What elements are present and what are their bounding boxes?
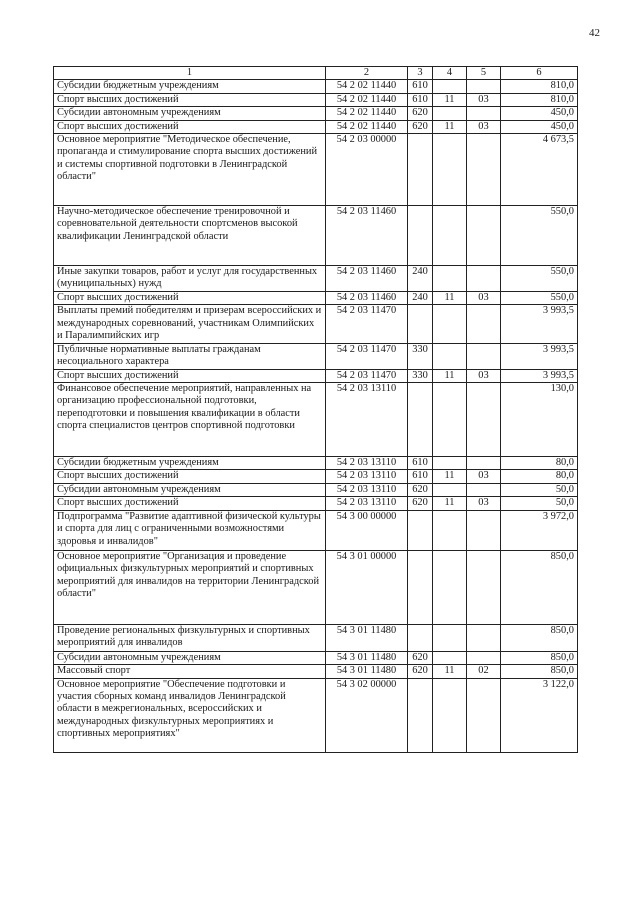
section-cell: 11	[433, 292, 467, 305]
amount-cell: 130,0	[501, 383, 578, 457]
amount-cell: 3 993,5	[501, 343, 578, 369]
expense-type-cell: 610	[408, 93, 433, 106]
table-row	[54, 483, 578, 496]
item-name-cell: Субсидии автономным учреждениям	[54, 651, 326, 664]
header-col-1: 1	[54, 67, 326, 80]
target-code-cell: 54 2 02 11440	[326, 107, 408, 120]
expense-type-cell	[408, 383, 433, 457]
expense-type-cell	[408, 550, 433, 624]
table-row	[54, 120, 578, 133]
table-row	[54, 369, 578, 382]
item-name-cell: Публичные нормативные выплаты гражданам несоциального характера	[54, 343, 326, 369]
expense-type-cell: 620	[408, 120, 433, 133]
item-name-cell: Спорт высших достижений	[54, 470, 326, 483]
section-cell	[433, 624, 467, 651]
expense-type-cell: 330	[408, 343, 433, 369]
target-code-cell: 54 3 01 11480	[326, 624, 408, 651]
section-cell	[433, 483, 467, 496]
item-name-cell: Подпрограмма "Развитие адаптивной физической культуры и спорта для лиц с ограниченными возможностями здоровья и инвалидов"	[54, 510, 326, 550]
table-row	[54, 470, 578, 483]
expense-type-cell: 620	[408, 107, 433, 120]
item-name-cell: Спорт высших достижений	[54, 93, 326, 106]
section-cell	[433, 80, 467, 93]
section-cell: 11	[433, 470, 467, 483]
section-cell: 11	[433, 497, 467, 510]
expense-type-cell: 610	[408, 457, 433, 470]
expense-type-cell	[408, 305, 433, 343]
amount-cell: 550,0	[501, 292, 578, 305]
item-name-cell: Основное мероприятие "Обеспечение подготовки и участия сборных команд инвалидов Ленинградской области в межрегиональных, всероссийских и международных физкультурных мероприятиях и спортивных мероприятиях"	[54, 678, 326, 752]
target-code-cell: 54 2 03 13110	[326, 470, 408, 483]
target-code-cell: 54 3 01 11480	[326, 651, 408, 664]
item-name-cell: Выплаты премий победителям и призерам всероссийских и международных соревнований, участникам Олимпийских и Паралимпийских игр	[54, 305, 326, 343]
section-cell: 11	[433, 93, 467, 106]
table-row	[54, 383, 578, 457]
table-row	[54, 497, 578, 510]
table-row	[54, 93, 578, 106]
expense-type-cell: 610	[408, 80, 433, 93]
amount-cell: 450,0	[501, 107, 578, 120]
expense-type-cell	[408, 206, 433, 266]
table-row	[54, 107, 578, 120]
table-row	[54, 343, 578, 369]
amount-cell: 850,0	[501, 550, 578, 624]
subsection-cell	[467, 510, 501, 550]
target-code-cell: 54 2 03 11470	[326, 369, 408, 382]
amount-cell: 3 972,0	[501, 510, 578, 550]
table-row	[54, 266, 578, 292]
item-name-cell: Спорт высших достижений	[54, 120, 326, 133]
table-row	[54, 665, 578, 678]
page-number: 42	[589, 27, 600, 39]
target-code-cell: 54 3 01 11480	[326, 665, 408, 678]
section-cell	[433, 457, 467, 470]
target-code-cell: 54 3 01 00000	[326, 550, 408, 624]
table-row	[54, 678, 578, 752]
amount-cell: 850,0	[501, 624, 578, 651]
amount-cell: 550,0	[501, 266, 578, 292]
section-cell	[433, 550, 467, 624]
table-row	[54, 457, 578, 470]
amount-cell: 80,0	[501, 457, 578, 470]
section-cell: 11	[433, 120, 467, 133]
subsection-cell	[467, 651, 501, 664]
item-name-cell: Научно-методическое обеспечение тренировочной и соревновательной деятельности спортсменов высокой квалификации Ленинградской области	[54, 206, 326, 266]
table-header-row	[54, 67, 578, 80]
subsection-cell	[467, 457, 501, 470]
expense-type-cell: 330	[408, 369, 433, 382]
table-row	[54, 134, 578, 206]
item-name-cell: Субсидии бюджетным учреждениям	[54, 457, 326, 470]
expense-type-cell: 620	[408, 665, 433, 678]
table-row	[54, 510, 578, 550]
expense-type-cell: 610	[408, 470, 433, 483]
header-col-3: 3	[408, 67, 433, 80]
expense-type-cell: 620	[408, 497, 433, 510]
expense-type-cell	[408, 624, 433, 651]
section-cell	[433, 107, 467, 120]
amount-cell: 50,0	[501, 497, 578, 510]
header-col-2: 2	[326, 67, 408, 80]
section-cell	[433, 510, 467, 550]
target-code-cell: 54 2 03 11470	[326, 305, 408, 343]
section-cell	[433, 305, 467, 343]
amount-cell: 850,0	[501, 665, 578, 678]
subsection-cell: 02	[467, 665, 501, 678]
subsection-cell: 03	[467, 497, 501, 510]
target-code-cell: 54 2 02 11440	[326, 80, 408, 93]
target-code-cell: 54 3 02 00000	[326, 678, 408, 752]
amount-cell: 3 993,5	[501, 369, 578, 382]
target-code-cell: 54 2 03 13110	[326, 497, 408, 510]
target-code-cell: 54 2 03 11460	[326, 292, 408, 305]
item-name-cell: Основное мероприятие "Методическое обеспечение, пропаганда и стимулирование спорта высших достижений и системы спортивной подготовки в Ленинградской области"	[54, 134, 326, 206]
section-cell	[433, 206, 467, 266]
target-code-cell: 54 2 02 11440	[326, 93, 408, 106]
subsection-cell	[467, 483, 501, 496]
section-cell	[433, 134, 467, 206]
target-code-cell: 54 2 03 11460	[326, 266, 408, 292]
subsection-cell	[467, 134, 501, 206]
section-cell	[433, 343, 467, 369]
amount-cell: 850,0	[501, 651, 578, 664]
section-cell	[433, 383, 467, 457]
target-code-cell: 54 2 03 00000	[326, 134, 408, 206]
subsection-cell	[467, 80, 501, 93]
target-code-cell: 54 2 03 13110	[326, 483, 408, 496]
section-cell: 11	[433, 665, 467, 678]
expense-type-cell: 620	[408, 483, 433, 496]
target-code-cell: 54 2 03 13110	[326, 383, 408, 457]
subsection-cell	[467, 266, 501, 292]
item-name-cell: Спорт высших достижений	[54, 497, 326, 510]
expense-type-cell	[408, 678, 433, 752]
table-row	[54, 206, 578, 266]
table-row	[54, 624, 578, 651]
expense-type-cell	[408, 134, 433, 206]
subsection-cell: 03	[467, 120, 501, 133]
amount-cell: 810,0	[501, 93, 578, 106]
amount-cell: 550,0	[501, 206, 578, 266]
section-cell	[433, 651, 467, 664]
subsection-cell	[467, 107, 501, 120]
table-row	[54, 80, 578, 93]
section-cell	[433, 678, 467, 752]
expense-type-cell: 240	[408, 292, 433, 305]
item-name-cell: Субсидии бюджетным учреждениям	[54, 80, 326, 93]
section-cell: 11	[433, 369, 467, 382]
subsection-cell: 03	[467, 470, 501, 483]
expense-type-cell	[408, 510, 433, 550]
target-code-cell: 54 2 03 13110	[326, 457, 408, 470]
subsection-cell: 03	[467, 93, 501, 106]
table-row	[54, 292, 578, 305]
budget-table	[53, 66, 578, 753]
subsection-cell: 03	[467, 292, 501, 305]
expense-type-cell: 620	[408, 651, 433, 664]
amount-cell: 450,0	[501, 120, 578, 133]
target-code-cell: 54 2 03 11460	[326, 206, 408, 266]
item-name-cell: Субсидии автономным учреждениям	[54, 107, 326, 120]
amount-cell: 810,0	[501, 80, 578, 93]
item-name-cell: Финансовое обеспечение мероприятий, направленных на организацию профессиональной подготовки, переподготовки и повышения квалификации в области спорта специалистов центров спортивной подготовки	[54, 383, 326, 457]
table-row	[54, 550, 578, 624]
subsection-cell	[467, 383, 501, 457]
target-code-cell: 54 2 02 11440	[326, 120, 408, 133]
amount-cell: 50,0	[501, 483, 578, 496]
item-name-cell: Иные закупки товаров, работ и услуг для государственных (муниципальных) нужд	[54, 266, 326, 292]
amount-cell: 4 673,5	[501, 134, 578, 206]
target-code-cell: 54 3 00 00000	[326, 510, 408, 550]
subsection-cell: 03	[467, 369, 501, 382]
subsection-cell	[467, 550, 501, 624]
item-name-cell: Спорт высших достижений	[54, 292, 326, 305]
target-code-cell: 54 2 03 11470	[326, 343, 408, 369]
item-name-cell: Основное мероприятие "Организация и проведение официальных физкультурных мероприятий и спортивных мероприятий для инвалидов на территории Ленинградской области"	[54, 550, 326, 624]
subsection-cell	[467, 343, 501, 369]
amount-cell: 3 122,0	[501, 678, 578, 752]
header-col-4: 4	[433, 67, 467, 80]
subsection-cell	[467, 624, 501, 651]
header-col-6: 6	[501, 67, 578, 80]
header-col-5: 5	[467, 67, 501, 80]
expense-type-cell: 240	[408, 266, 433, 292]
item-name-cell: Субсидии автономным учреждениям	[54, 483, 326, 496]
item-name-cell: Проведение региональных физкультурных и спортивных мероприятий для инвалидов	[54, 624, 326, 651]
amount-cell: 80,0	[501, 470, 578, 483]
subsection-cell	[467, 305, 501, 343]
table-row	[54, 305, 578, 343]
table-row	[54, 651, 578, 664]
subsection-cell	[467, 678, 501, 752]
item-name-cell: Массовый спорт	[54, 665, 326, 678]
amount-cell: 3 993,5	[501, 305, 578, 343]
section-cell	[433, 266, 467, 292]
item-name-cell: Спорт высших достижений	[54, 369, 326, 382]
subsection-cell	[467, 206, 501, 266]
